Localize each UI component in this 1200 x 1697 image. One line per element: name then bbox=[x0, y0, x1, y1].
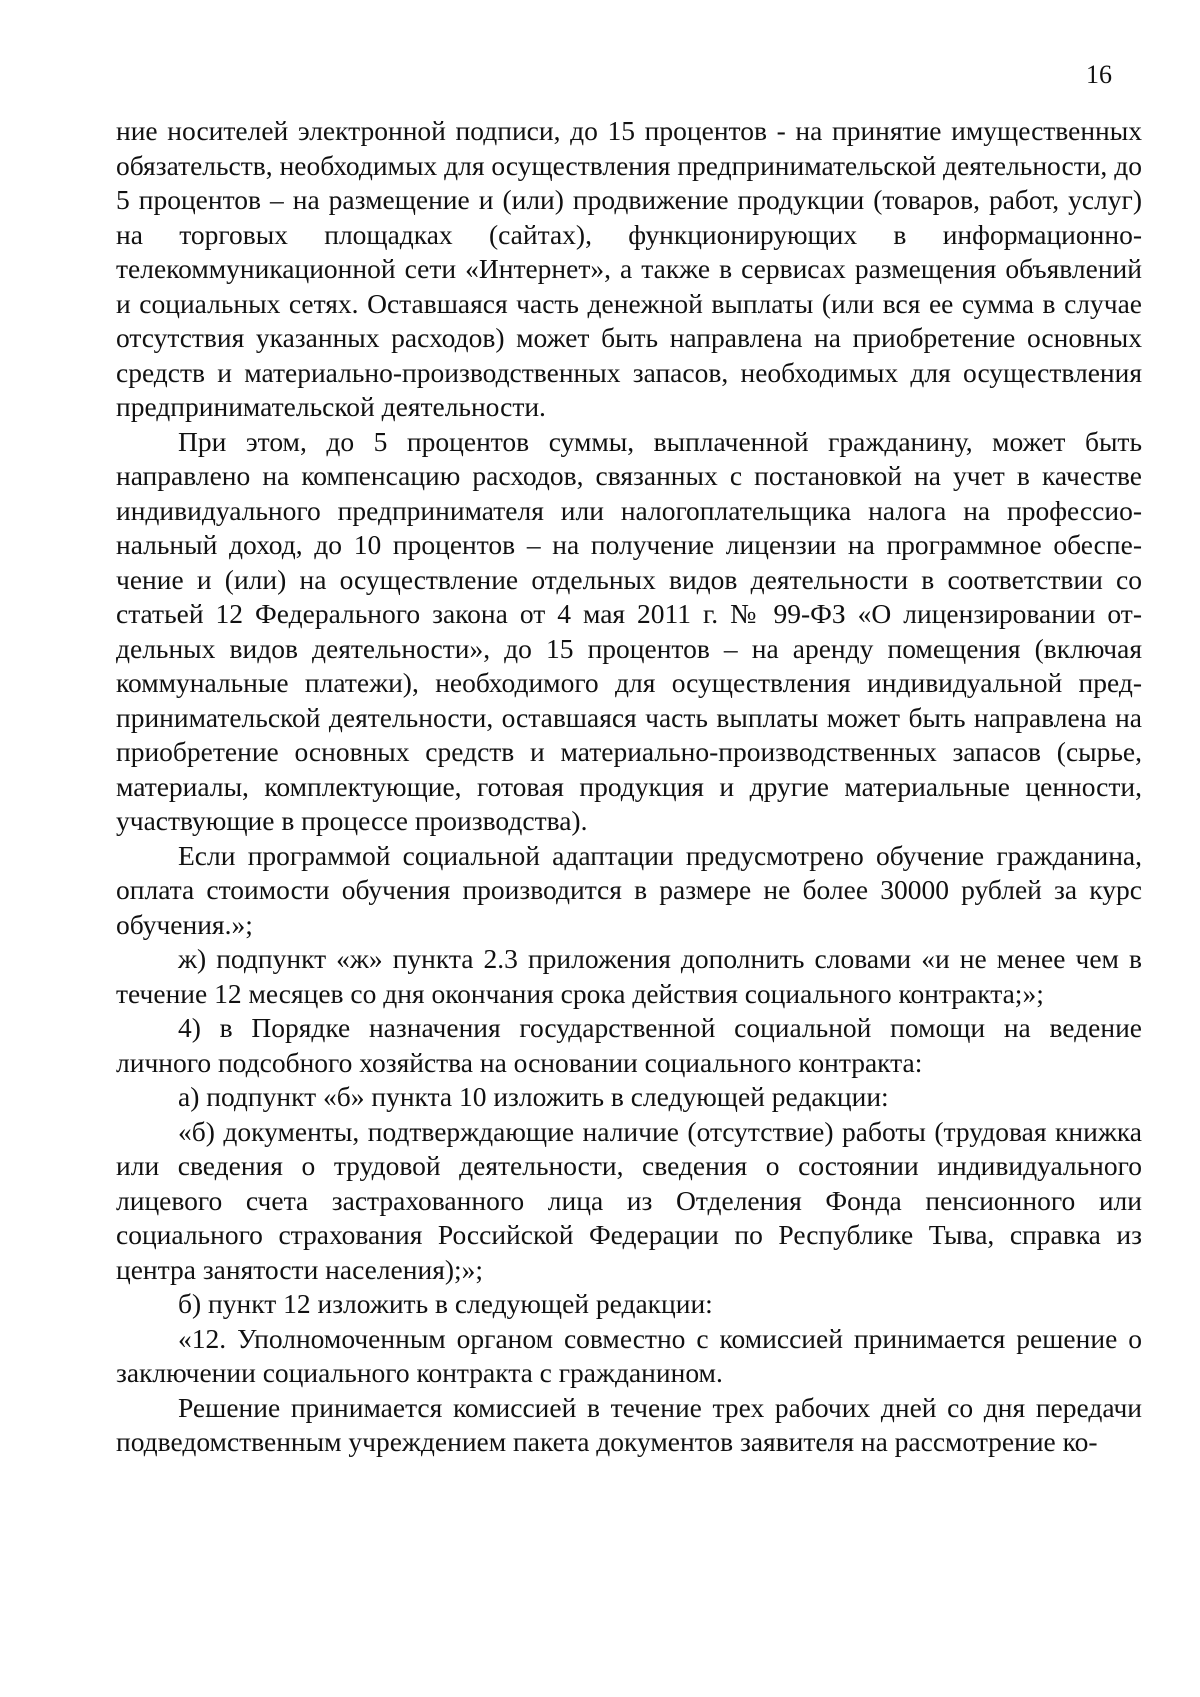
paragraph-8: б) пункт 12 изложить в следующей редакции: bbox=[178, 1288, 713, 1319]
page-number: 16 bbox=[1086, 60, 1112, 89]
paragraph-3: Если программой социальной адаптации предусмотрено обучение гражданина, оплата стоимости обучения производится в размере не более 30000 рублей за курс обучения.»; bbox=[116, 839, 1142, 940]
paragraph-9: «12. Уполномоченным органом совместно с комиссией принимается решение о заключении социального контракта с гражданином. bbox=[116, 1322, 1142, 1388]
paragraph-2: При этом, до 5 процентов суммы, выплаченной гражданину, может быть направлено на компенсацию расходов, связанных с постановкой на учет в качестве индивидуального предпринимателя или налогоплательщика налога на профессиональный доход, до 10 процентов – на получение лицензии на программное обеспечение и (или) на осуществление отдельных видов деятельности в соответствии со статьей 12 Федерального закона от 4 мая 2011 г. № 99-ФЗ «О лицензировании отдельных видов деятельности», до 15 процентов – на аренду помещения (включая коммунальные платежи), необходимого для осуществления индивидуальной предпринимательской деятельности, оставшаяся часть выплаты может быть направлена на приобретение основных средств и материально-производственных запасов (сырье, материалы, комплектующие, готовая продукция и другие материальные ценности, участвующие в процессе производства). bbox=[116, 425, 1142, 836]
paragraph-5: 4) в Порядке назначения государственной социальной помощи на ведение личного подсобного хозяйства на основании социального контракта: bbox=[116, 1012, 1142, 1078]
paragraph-7: «б) документы, подтверждающие наличие (отсутствие) работы (трудовая книжка или сведения о трудовой деятельности, сведения о состоянии индивидуального лицевого счета застрахованного лица из Отделения Фонда пенсионного или социального страхования Российской Федерации по Республике Тыва, справка из центра занятости населения);»; bbox=[116, 1115, 1142, 1285]
paragraph-1: ние носителей электронной подписи, до 15 процентов - на принятие имущественных обязательств, необходимых для осуществления предпринимательской деятельности, до 5 процентов – на размещение и (или) продвижение продукции (товаров, работ, услуг) на торговых площадках (сайтах), функционирующих в информационно-телекоммуникационной сети «Интернет», а также в сервисах размещения объявлений и социальных сетях. Оставшаяся часть денежной выплаты (или вся ее сумма в случае отсутствия указанных расходов) может быть направлена на приобретение основных средств и материально-производственных запасов, необходимых для осуществления предпринимательской деятельности. bbox=[116, 115, 1142, 422]
paragraph-6: а) подпункт «б» пункта 10 изложить в следующей редакции: bbox=[178, 1081, 889, 1112]
paragraph-4: ж) подпункт «ж» пункта 2.3 приложения дополнить словами «и не менее чем в течение 12 месяцев со дня окончания срока действия социального контракта;»; bbox=[116, 943, 1142, 1009]
document-body bbox=[116, 114, 1142, 1460]
paragraph-10: Решение принимается комиссией в течение трех рабочих дней со дня передачи подведомственным учреждением пакета документов заявителя на рассмотрение ко- bbox=[116, 1391, 1142, 1457]
